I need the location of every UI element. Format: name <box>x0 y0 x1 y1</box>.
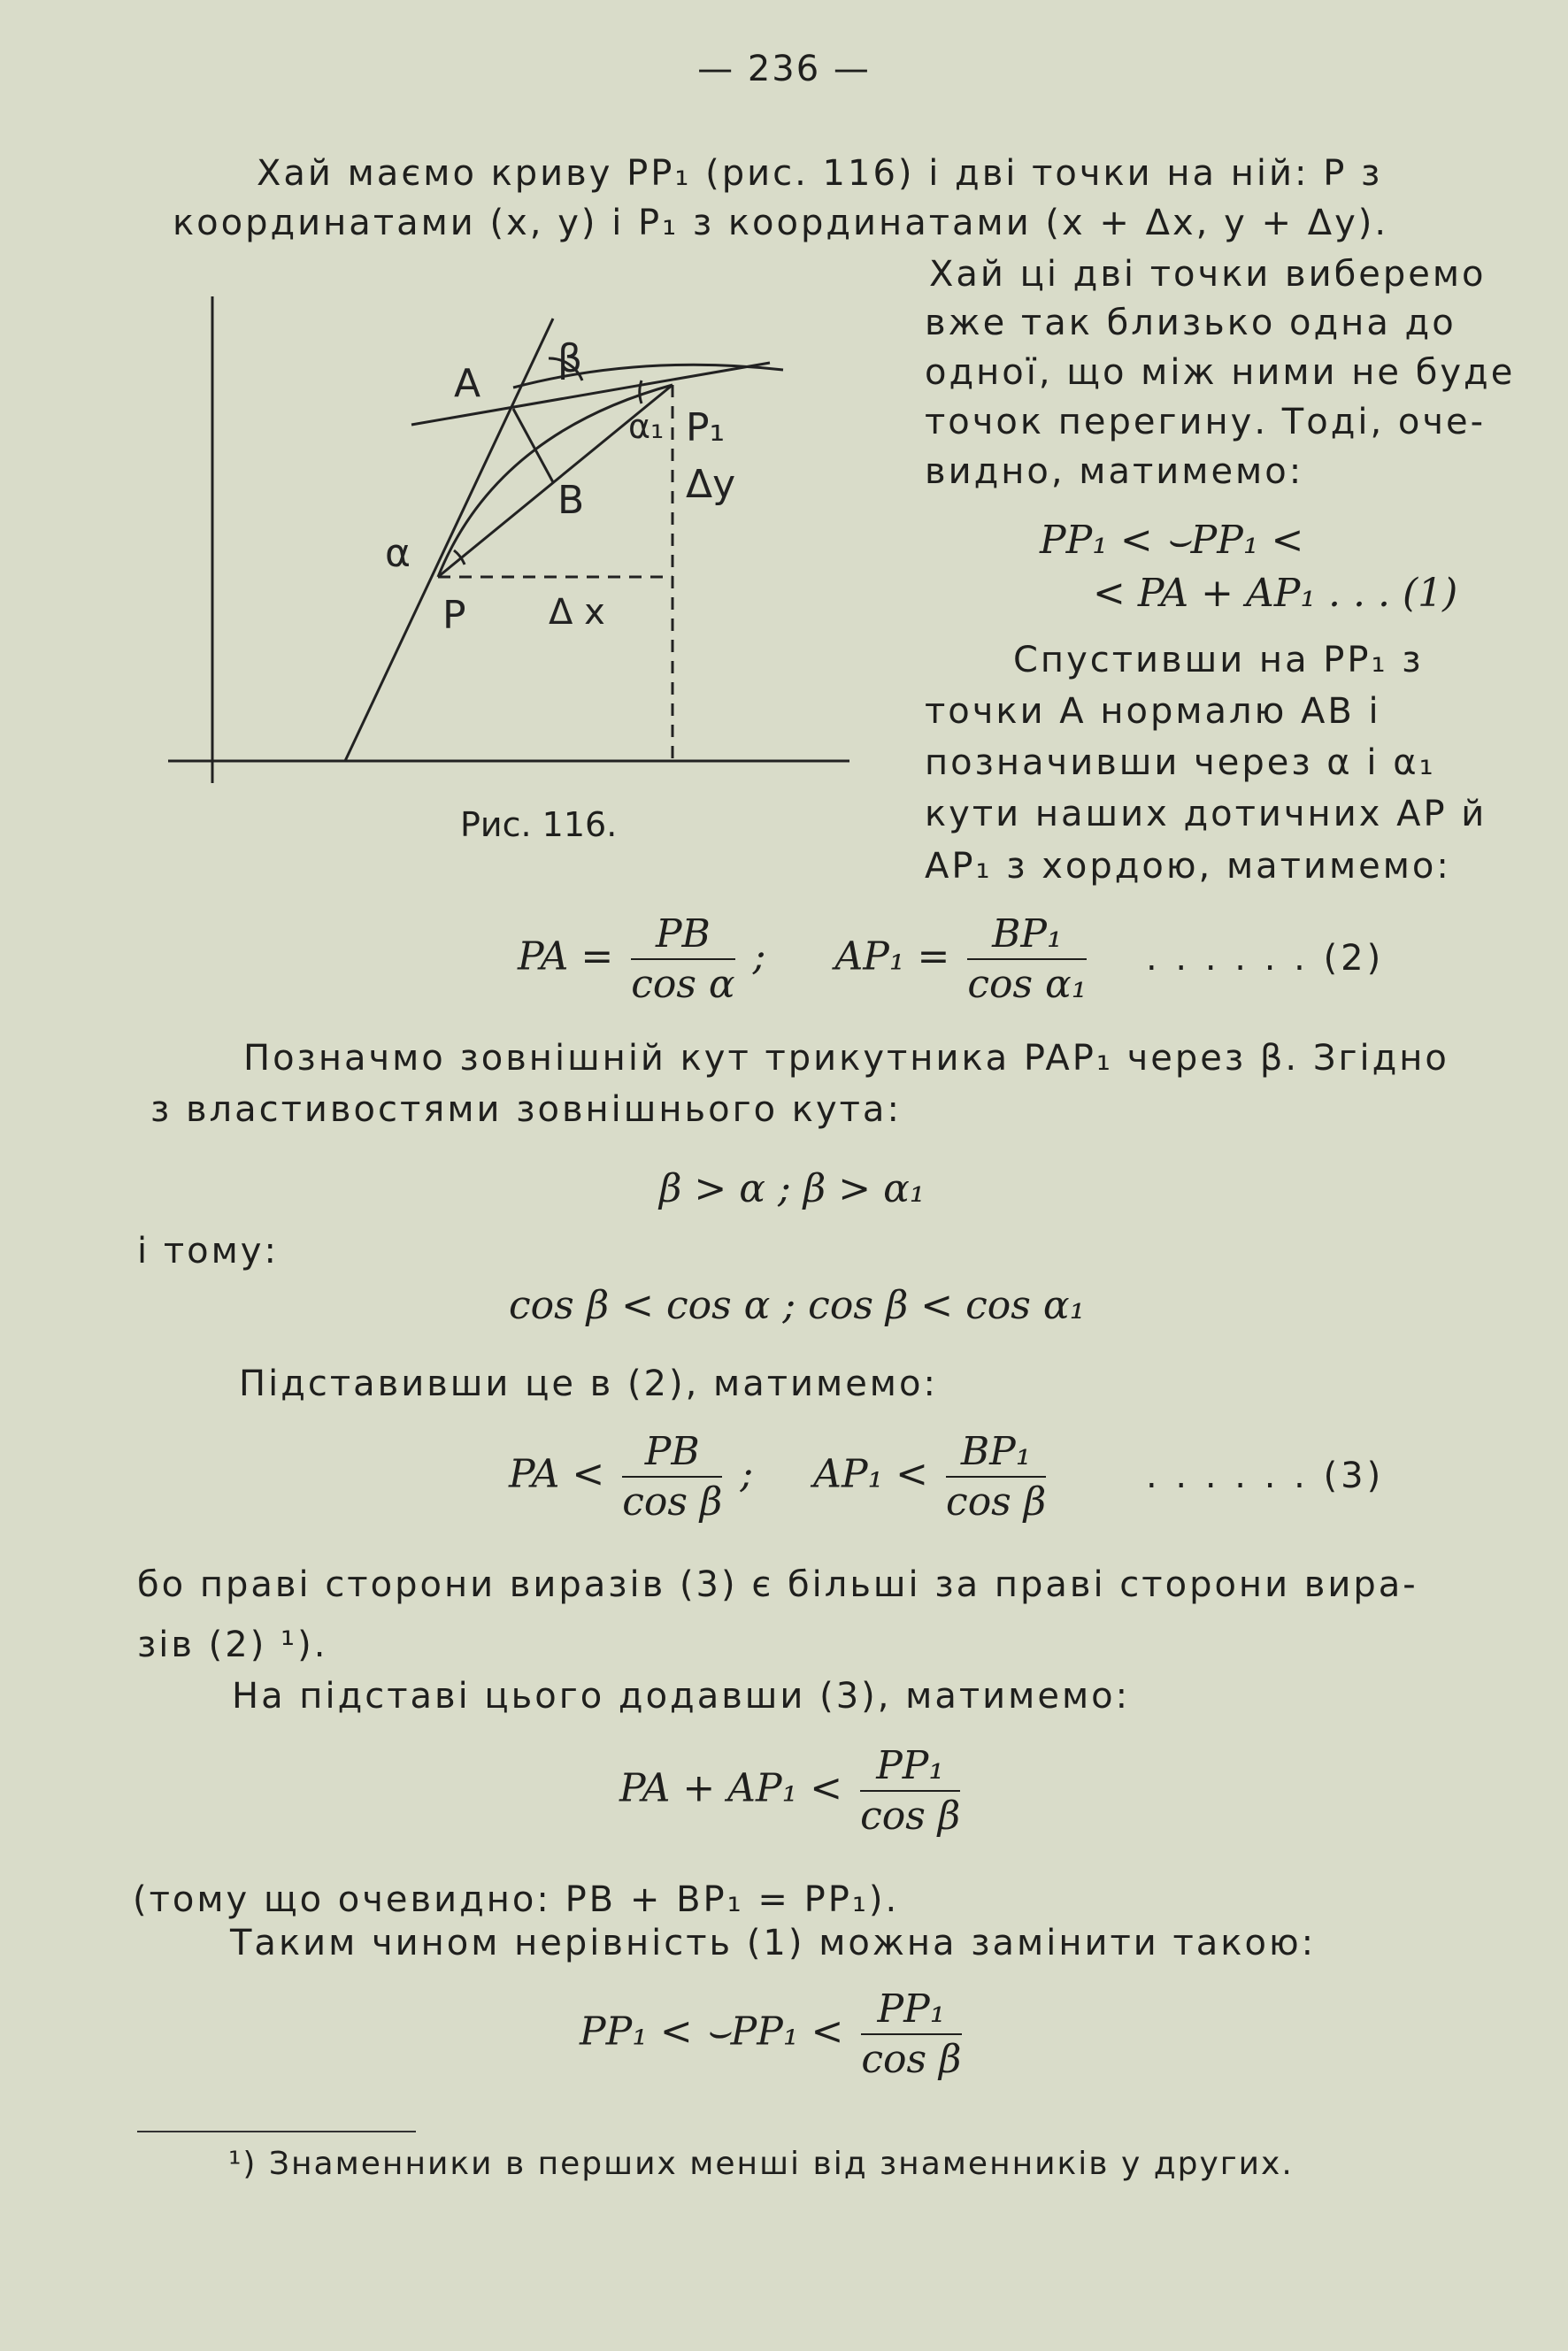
eq2-fraction-1 <box>631 911 734 1007</box>
inequality-cos: cos β < cos α ; cos β < cos α₁ <box>509 1283 1086 1328</box>
figure-label-dy: Δy <box>686 462 736 507</box>
side-text-line-3: одної, що між ними не буде <box>925 352 1516 393</box>
side-text2-line-4: кути наших дотичних AP й <box>925 794 1487 834</box>
footnote-rule <box>137 2131 416 2132</box>
eq2-den2: cos α₁ <box>967 962 1088 1007</box>
para5: На підставі цього додавши (3), матимемо: <box>232 1676 1131 1717</box>
eq4-fraction <box>860 1743 960 1839</box>
eq3-lhs1: PA < <box>509 1451 605 1497</box>
eq2-den1: cos α <box>631 962 735 1007</box>
figure-label-P: P <box>442 593 466 638</box>
para2-line-1: Позначмо зовнішній кут трикутника PAP₁ через β. Згідно <box>243 1038 1449 1079</box>
eq2-tag: . . . . . . (2) <box>1146 938 1385 979</box>
eq3-den2: cos β <box>946 1479 1047 1525</box>
eq3-fraction-2 <box>946 1429 1046 1525</box>
eq2-sep: ; <box>752 933 766 980</box>
side-text2-line-5: AP₁ з хордою, матимемо: <box>925 846 1451 887</box>
intro-line-2: координатами (x, y) і P₁ з координатами (x + Δx, y + Δy). <box>173 203 1389 243</box>
eq3-sep: ; <box>740 1451 754 1497</box>
para3: Підставивши це в (2), матимемо: <box>239 1364 938 1404</box>
equation-3 <box>509 1429 1051 1525</box>
eq3-fraction-1 <box>622 1429 722 1525</box>
side-text-line-4: точок перегину. Тоді, оче- <box>925 402 1487 442</box>
para4-line-1: бо праві сторони виразів (3) є більші за праві сторони вира- <box>137 1564 1418 1605</box>
inequality-beta: β > α ; β > α₁ <box>659 1166 926 1211</box>
eq4-lhs: PA + AP₁ < <box>619 1765 843 1811</box>
normal-AB <box>513 409 553 482</box>
eq2-lhs2: AP₁ = <box>834 933 950 980</box>
side-text2-line-2: точки A нормалю AB і <box>925 691 1381 732</box>
figure-label-dx: Δ x <box>549 592 605 633</box>
figure-116 <box>159 292 867 809</box>
equation-final <box>580 1986 967 2082</box>
side-text-line-2: вже так близько одна до <box>925 303 1457 343</box>
para6: (тому що очевидно: PB + BP₁ = PP₁). <box>133 1879 900 1920</box>
intro-line-1: Хай маємо криву PP₁ (рис. 116) і дві точки на ній: P з <box>257 153 1383 194</box>
eq5-num: PP₁ <box>861 1986 961 2035</box>
figure-label-A: A <box>454 361 481 406</box>
figure-label-beta: β <box>557 336 583 381</box>
side-text2-line-3: позначивши через α і α₁ <box>925 742 1436 783</box>
eq5-lhs: PP₁ < ⌣PP₁ < <box>580 2009 844 2055</box>
figure-label-alpha: α <box>385 531 411 576</box>
figure-caption: Рис. 116. <box>460 805 618 844</box>
figure-label-alpha1: α₁ <box>628 407 665 446</box>
eq5-fraction <box>861 1986 961 2082</box>
eq3-num1: PB <box>622 1429 722 1478</box>
eq4-num: PP₁ <box>860 1743 960 1792</box>
eq2-num2: BP₁ <box>967 911 1087 960</box>
eq2-num1: PB <box>631 911 734 960</box>
para4-line-2: зів (2) ¹). <box>137 1625 328 1665</box>
inequality-1-line-2: < PA + AP₁ . . . (1) <box>1093 571 1458 616</box>
page-number: — 236 — <box>697 49 871 89</box>
figure-label-B: B <box>557 478 585 523</box>
eq3-num2: BP₁ <box>946 1429 1046 1478</box>
eq5-den: cos β <box>861 2037 962 2082</box>
para7: Таким чином нерівність (1) можна замінити такою: <box>230 1923 1317 1963</box>
eq4-den: cos β <box>860 1794 961 1839</box>
side-text2-line-1: Спустивши на PP₁ з <box>1013 640 1424 680</box>
eq3-tag: . . . . . . (3) <box>1146 1456 1385 1496</box>
angle-alpha1-arc <box>640 380 642 403</box>
footnote: ¹) Знаменники в перших менші від знаменників у других. <box>228 2146 1294 2182</box>
eq3-den1: cos β <box>622 1479 723 1525</box>
side-text-line-5: видно, матимемо: <box>925 451 1304 492</box>
figure-116-diagram <box>159 292 867 805</box>
eq3-lhs2: AP₁ < <box>813 1451 929 1497</box>
eq2-lhs1: PA = <box>518 933 614 980</box>
equation-2 <box>518 911 1092 1007</box>
inequality-1-line-1: PP₁ < ⌣PP₁ < <box>1040 518 1304 563</box>
para2-line-2: з властивостями зовнішнього кута: <box>150 1089 902 1130</box>
equation-sum <box>619 1743 965 1839</box>
eq2-fraction-2 <box>967 911 1087 1007</box>
tomu-text: і тому: <box>137 1231 279 1272</box>
side-text-line-1: Хай ці дві точки виберемо <box>929 254 1487 295</box>
figure-label-P1: P₁ <box>686 405 726 450</box>
